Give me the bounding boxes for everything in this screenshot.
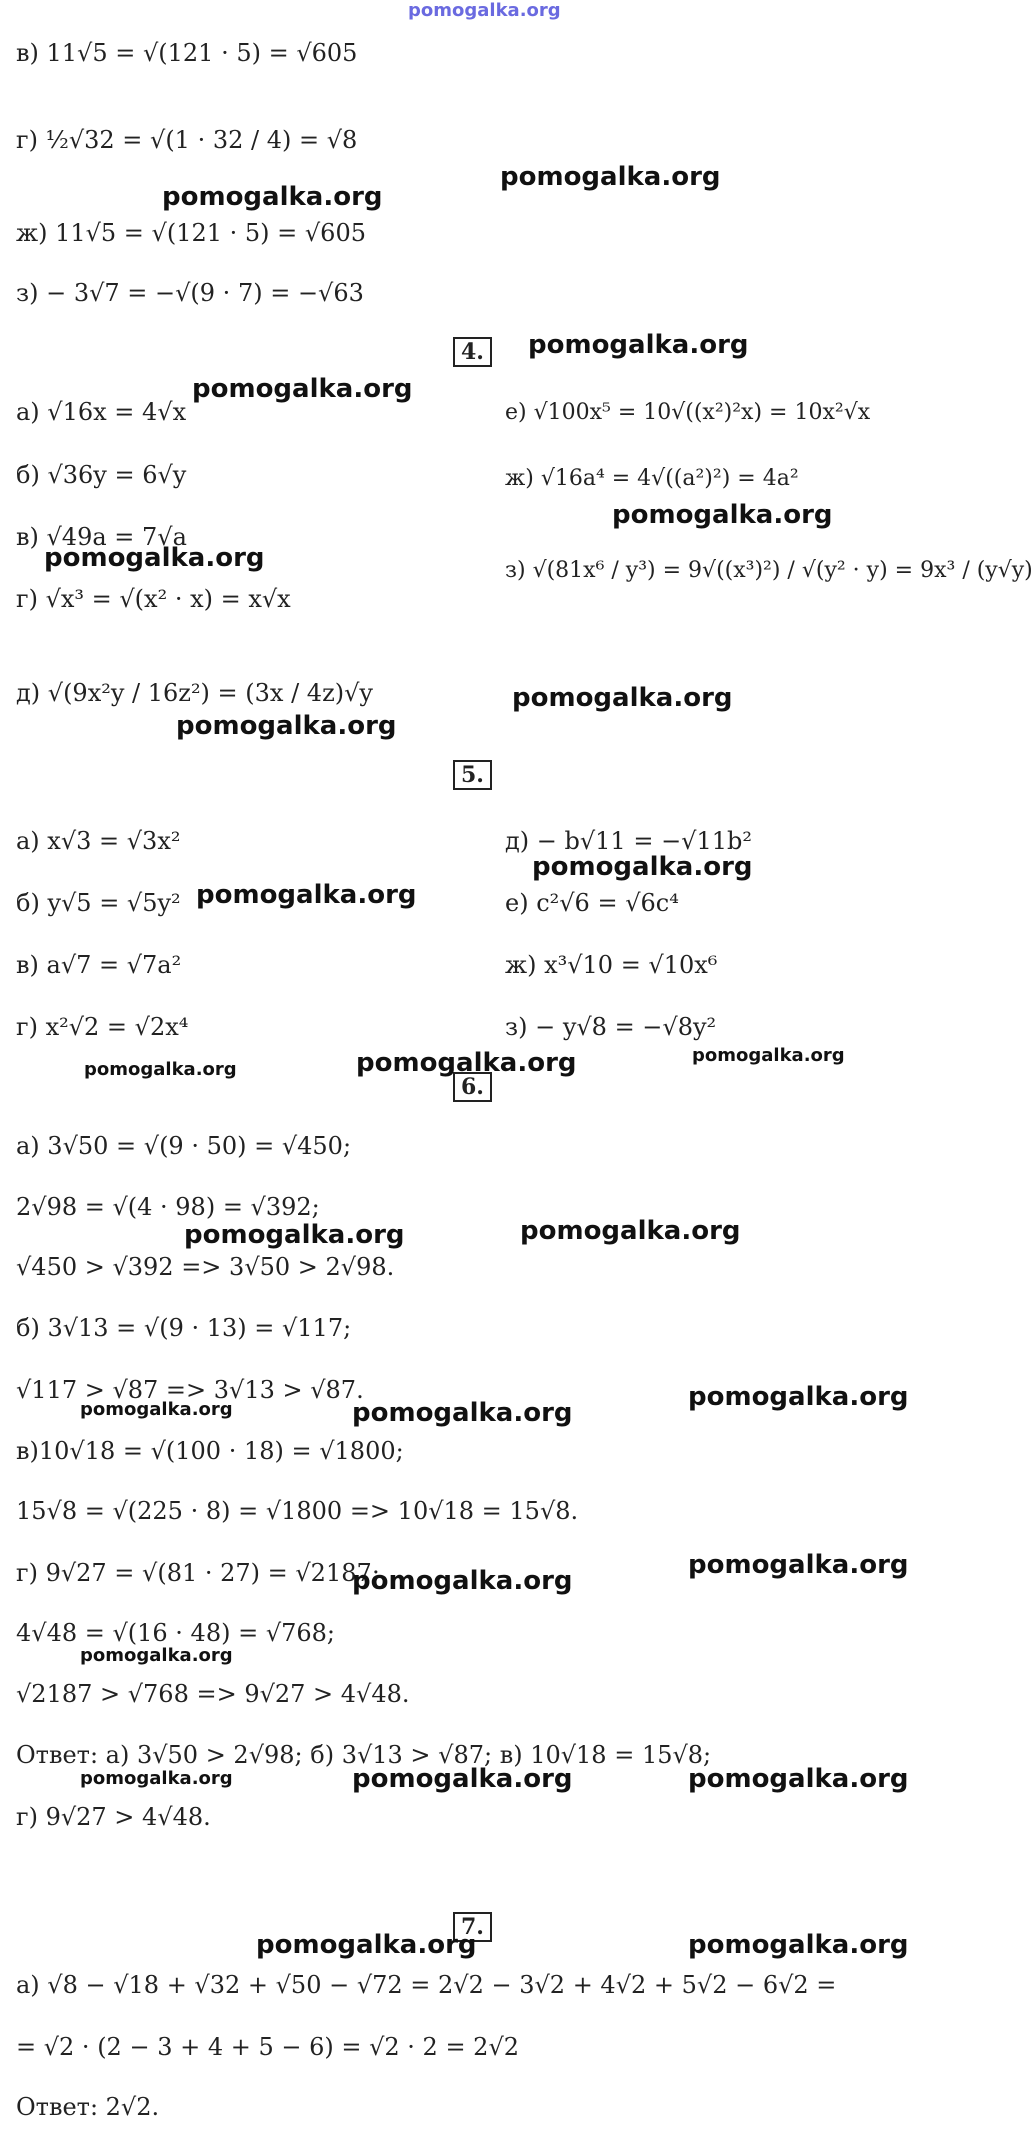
watermark[interactable]: pomogalka.org [352,1566,573,1596]
watermark[interactable]: pomogalka.org [162,182,383,212]
watermark[interactable]: pomogalka.org [84,1059,237,1080]
task4-line-a: а) √16x = 4√x [16,398,187,426]
task4-line-zh: ж) √16a⁴ = 4√((a²)²) = 4a² [505,466,799,491]
watermark[interactable]: pomogalka.org [688,1382,909,1412]
watermark[interactable]: pomogalka.org [688,1930,909,1960]
watermark[interactable]: pomogalka.org [80,1645,233,1666]
task6-line-2: 2√98 = √(4 · 98) = √392; [16,1193,320,1221]
task6-line-9: 4√48 = √(16 · 48) = √768; [16,1619,336,1647]
task4-line-z: з) √(81x⁶ / y³) = 9√((x³)²) / √(y² · y) = 9x³ / (y√y) [505,558,1033,583]
task3-line-g: г) ½√32 = √(1 · 32 / 4) = √8 [16,126,358,154]
task4-line-d: д) √(9x²y / 16z²) = (3x / 4z)√y [16,679,373,707]
watermark[interactable]: pomogalka.org [256,1930,477,1960]
watermark[interactable]: pomogalka.org [528,330,749,360]
watermark[interactable]: pomogalka.org [532,852,753,882]
watermark[interactable]: pomogalka.org [184,1220,405,1250]
task4-line-g: г) √x³ = √(x² · x) = x√x [16,585,291,613]
task5-line-a: а) x√3 = √3x² [16,827,181,855]
task6-line-4: б) 3√13 = √(9 · 13) = √117; [16,1314,352,1342]
watermark[interactable]: pomogalka.org [500,162,721,192]
task6-line-10: √2187 > √768 => 9√27 > 4√48. [16,1680,410,1708]
watermark[interactable]: pomogalka.org [512,683,733,713]
watermark[interactable]: pomogalka.org [196,880,417,910]
watermark[interactable]: pomogalka.org [688,1550,909,1580]
task7-answer: Ответ: 2√2. [16,2093,160,2121]
task4-number: 4. [453,337,492,367]
task3-line-zh: ж) 11√5 = √(121 · 5) = √605 [16,219,366,247]
task5-line-g: г) x²√2 = √2x⁴ [16,1013,189,1041]
watermark[interactable]: pomogalka.org [688,1764,909,1794]
task5-line-e: е) c²√6 = √6c⁴ [505,889,679,917]
task6-line-3: √450 > √392 => 3√50 > 2√98. [16,1253,395,1281]
watermark[interactable]: pomogalka.org [80,1768,233,1789]
task6-answer-line: Ответ: а) 3√50 > 2√98; б) 3√13 > √87; в) 10√18 = 15√8; [16,1741,712,1769]
watermark[interactable]: pomogalka.org [80,1399,233,1420]
task6-line-1: а) 3√50 = √(9 · 50) = √450; [16,1132,352,1160]
task4-line-e: е) √100x⁵ = 10√((x²)²x) = 10x²√x [505,400,871,425]
task5-line-z: з) − y√8 = −√8y² [505,1013,717,1041]
task7-number: 7. [453,1912,492,1942]
task3-line-z: з) − 3√7 = −√(9 · 7) = −√63 [16,279,364,307]
task4-line-b: б) √36y = 6√y [16,461,187,489]
watermark[interactable]: pomogalka.org [192,374,413,404]
task5-line-v: в) a√7 = √7a² [16,951,182,979]
watermark[interactable]: pomogalka.org [356,1048,577,1078]
watermark[interactable]: pomogalka.org [44,543,265,573]
task6-number: 6. [453,1072,492,1102]
task5-line-d: д) − b√11 = −√11b² [505,827,752,855]
watermark[interactable]: pomogalka.org [352,1764,573,1794]
task6-line-8: г) 9√27 = √(81 · 27) = √2187; [16,1559,380,1587]
task4-line-v: в) √49a = 7√a [16,523,187,551]
task5-line-zh: ж) x³√10 = √10x⁶ [505,951,718,979]
task7-line-2: = √2 · (2 − 3 + 4 + 5 − 6) = √2 · 2 = 2√2 [16,2033,520,2061]
watermark[interactable]: pomogalka.org [176,711,397,741]
watermark[interactable]: pomogalka.org [692,1045,845,1066]
task5-line-b: б) y√5 = √5y² [16,889,181,917]
header-watermark[interactable]: pomogalka.org [408,0,561,21]
watermark[interactable]: pomogalka.org [612,500,833,530]
task6-line-7: 15√8 = √(225 · 8) = √1800 => 10√18 = 15√8. [16,1497,579,1525]
watermark[interactable]: pomogalka.org [520,1216,741,1246]
task6-line-5: √117 > √87 => 3√13 > √87. [16,1376,364,1404]
task6-line-6: в)10√18 = √(100 · 18) = √1800; [16,1437,404,1465]
task6-answer-line-2: г) 9√27 > 4√48. [16,1803,211,1831]
task3-line-v: в) 11√5 = √(121 · 5) = √605 [16,39,358,67]
watermark[interactable]: pomogalka.org [352,1398,573,1428]
task5-number: 5. [453,760,492,790]
task7-line-1: а) √8 − √18 + √32 + √50 − √72 = 2√2 − 3√2 + 4√2 + 5√2 − 6√2 = [16,1971,837,1999]
